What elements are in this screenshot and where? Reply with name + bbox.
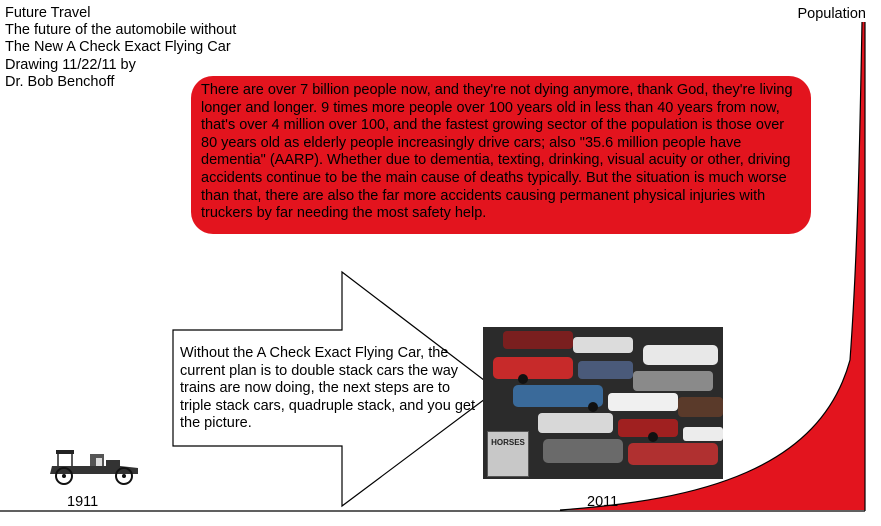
stacked-cars-photo bbox=[483, 327, 723, 479]
antique-car-icon bbox=[46, 444, 142, 486]
title-line-4: Drawing 11/22/11 by bbox=[5, 56, 136, 73]
title-line-1: Future Travel bbox=[5, 5, 91, 21]
year-end-label: 2011 bbox=[587, 494, 619, 510]
arrow-text: Without the A Check Exact Flying Car, the current plan is to double stack cars the way trains are now doing, the next steps are to triple stack cars, quadruple stack, and you get the picture. bbox=[180, 345, 475, 432]
title-line-5: Dr. Bob Benchoff bbox=[5, 73, 115, 90]
statistics-text: There are over 7 billion people now, and they're not dying anymore, thank God, they're living longer and longer. 9 times more people over 100 years old in less than 40 years from now, that's over 4 million over 100, and the fastest growing sector of the population is those over 80 years old as elderly people increasingly drive cars; also "35.6 million people have dementia" (AARP). Whether due to dementia, texting, drinking, visual acuity or other, driving accidents continue to be the main cause of deaths typically. But the situation is much worse than that, there are also the far more accidents causing permanent physical injuries with truckers by far needing the most safety help. bbox=[201, 82, 793, 222]
horses-sign: HORSES bbox=[487, 431, 529, 477]
title-line-2: The future of the automobile without bbox=[5, 22, 237, 39]
year-start-label: 1911 bbox=[67, 494, 99, 510]
population-label: Population bbox=[797, 6, 866, 22]
title-line-3: The New A Check Exact Flying Car bbox=[5, 39, 231, 56]
